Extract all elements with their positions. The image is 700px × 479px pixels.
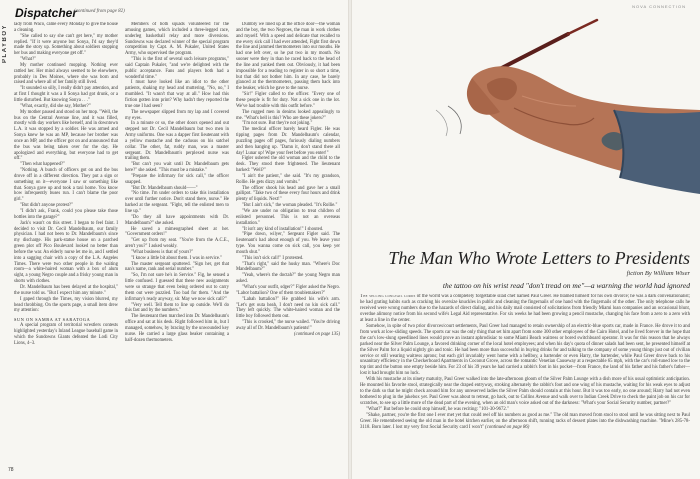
lead-paragraph [360,294,690,324]
paragraph: "Do they all have appointments with Dr. Mandelbaum?" she asked. [125,214,229,226]
left-page [0,0,348,479]
paragraph: The lieutenant then marched into Dr. Mandelbaum's office and sat at his desk. Right followed him in, but I managed, somehow, by bracing by the unwounded key nurse. He carried a large glass beaker containing a half-dozen thermometers. [125,314,229,343]
paragraph: "No time. I'm under orders to take this installation over until further notice. Don't stand there, nurse." He barked at the sergeant. "Fight, tell the enlisted men to line up." [125,191,229,214]
paragraph: "So, I'm not sure he's in Service." Fig, he sensed a little confused. I guessed that these new assignments were so strange that even being ordered out to carry them out were puzzled. Too bad for them. "And the infirmary's ready anyway, sir. May we now sick call?" [125,273,229,302]
illustration-hand-writing [352,12,700,224]
paragraph: Somehow, in spite of two prior divorces/court settlements, Paul Greer had managed to retain ownership of an electric-blue sports car, made in France. He drove it to and from work at low-sliding speeds. The sports car was the only thing that set him apart from some 300 other employees of the Cairo Hotel, and he lived forever in the hope that the car's low-slung speedlined lines would prove an instant aphrodisiac to some Miami Beach waitress or bored switchboard operator. It was for this reason that he always parked near the Silver Palm Lounge, a favored drinking corner of the local hotel employees; and when his day's quota of dinner salads had been sent, he presented himself at the Silver Palm for a liquid nightly gin and tonic. He had been more than successful in buying drinks for and talking to the company of some young things just out of civilian service or still wearing waitress aprons; but each girl invariably went home with a hellboy, a bartender or even Harry, the bartender, while Paul Greer drove back to his unsanitary efficiency in the Checkerboard Apartments in Coconut Grove, across the romantic Venetian Causeway at a respectable 65 mph, with the car's roll-tuned low to the top tint and the button one empty beside him. For 23 of his 39 years he had carried a rabbit's foot in his pocket—from France, the land of his father and his father's father—lost it had brought him no luck. [360,323,690,377]
paragraph: "But can't you wait until Dr. Mandelbaum gets here?" she asked. "This must be a mistake." [125,162,229,174]
paragraph: Dr. Mandelbaum has been delayed at the hospital," the nurse told us. "But I expect him any minute." [14,284,118,296]
text-column-2 [125,22,229,465]
paragraph: "Labah battalion?" He grabbed his wife's arm. "Let's get outa heah, I don't need no kin sick call." They left quickly. The white-haired woman and the little boy followed them out. [236,296,340,320]
paragraph: "I know a little bit about them. I was in service." [131,255,223,261]
paragraph: "It isn't any kind of installation!" I shouted. [242,226,324,232]
paragraph: "She called to say she can't get here," my mother replied. "If it were anyone but Sonya, I'd say they'd made the story up. Something about soldiers stopping her bus and making everyone get off." [14,33,118,57]
continued-on-note: (continued on page 135) [294,331,340,337]
paragraph: I gaped through the Times, my vision blurred, my head throbbing. On the sports page, a small item drew my attention: [14,296,118,314]
running-head: NOVA CONNECTION [632,4,686,9]
paragraph: "What?" But before he could stop himself, he was reciting: "101-30-9672." [366,407,509,413]
paragraph: In a minute or so, the other doors opened and out stepped not Dr. Cecil Mandelbaum but two men in Army uniforms. One was a dapper first lieutenant with a yellow mustache and the cadusus on his satchel collar. The other, fat, ruddy man, was a master sergeant. Dr. Mandelbaum's perplexed nurse was trailing them. [125,121,229,162]
paragraph: lady from Waco, came every Monday to give the house a cleaning. [14,22,118,33]
paragraph: "What?" [20,57,37,63]
lead-text: of the world was a completely forgettable silad chef named Paul Greer. He blamed himself for his own divorce; he was a dark convenationalist; he had grating habits such as cracking his oversize knuckles in public and cleaning the fingernails of one hand with the fingernails of the other. The only telephone calls he received were wrong numbers due to the hazards of direct dialing, and his daily mail consisted of solicitations from friendly Miami loan companies and an occasional blunt, overdue alimony notice from his second wife's Legal Aid representative. For six weeks he had been growing a pencil mustache, changing his face from a zero to a zero with at least a line in the center. [360,294,690,323]
paragraph: My mother paused and stood on her mop. "Well, the bus on the Central Avenue line, and it was filled, mostly with day workers like herself, and in downtown L.A. it was stopped by a soldier. He was armed and Sonya knew he was an MP, because her brother was once an MP, and the officer got on and announced that the bus was being taken over for the day. He apologized and everything, but everyone had to get off." [14,109,118,162]
paragraph: "Yeah, where's the doctah?" the young Negro man asked. [236,273,340,285]
paragraph: The rugged men in denims looked appealingly to me. "What's hell is this? Who are these jokers?" [236,109,340,121]
paragraph: The officer shook his head and gave her a small gallipot. "Take two of these every four hours and drink plenty of liquids. Next!" [236,185,340,203]
text-column-1 [14,22,118,465]
paragraph: "I didn't ask, Frank, could you please take those bottles into the garage?" [14,209,118,220]
lead-smallcaps: The selling longtail lords [360,294,416,299]
paragraph: With his mustache at its ninety maturity, Paul Greer walked into the late-afternoon gloom of the Silver Palm Lounge with a dish more of his usual optimistic anticipation. He mounted his favorite stool, strategically near the draped entryway, stroking alternately the rabbit's foot and one wing of his mustache, waiting for his weak eyes to adjust to the dark so that he might check around him for any unreserved ladies the Silver Palm should contain at this hour. But it was too early, no one around; Harry had not even bothered to plug in the jukebox yet. Paul Greer was about to retreat, go back, out to Collins Avenue and walk over to Indian Creek Drive to check the paint job on his car for scratches, to see up a little more of the dead part of the evening, when an old man's voice asked out of the darkness: "What's your Social Security number, partner?" [360,377,690,407]
paragraph: The medical officer barely heard Figler. He was tipping pages from Dr. Mandelbaum's calendar, puzzling pages off pages, furiously dialing numbers and then hanging up. "Damn it, don't stand there all day! Lunar up! Wipe your feet before you enter!" [236,127,340,156]
paragraph: He saved a mimeographed sheet at her. "Government orders!" [125,226,229,238]
writing-strokes [436,106,461,136]
story-body [360,294,690,466]
paragraph: "Pipe down, wilyer," Sergeant Figler said. The lieutenant's had about enough of you. We leave your type. You wanna come on sick call, you keep yer mouth shut." [236,232,340,255]
department-title: Dispatcher [15,6,78,20]
paragraph: "This is crooked," the nurse wailed. "You're driving away all of Dr. Mandelbaum's patients!" [236,320,340,331]
paragraph: The newspaper slipped from my lap and I covered my eyes. [125,109,229,121]
text-column-3 [236,22,340,465]
paragraph: The master sergeant sputtered. "Sign her, get that nan's name, rank and serial number." [125,261,229,273]
paragraph: "Very well. Tell them to line up outside. We'll do this fast and by the numbers." [125,302,229,314]
story-deck: the tattoo on his wrist read "don't tread on me"—a warning the world had ignored [442,281,690,290]
paragraph: My mother continued mopping. Nothing ever rattled her. Her mind always seemed to be elsewhere, probably in Des Moines, where she was born and raised and where all of her family still lived. [14,62,118,86]
paragraph: A special program of territorial wrestlers contests highlighted yesterday's Inland League baseball game in which the Sundowns Giants defeated the Lodi City Lions, 4–3. [14,323,118,346]
paragraph: "Nothing. A bunch of officers got on and the bus drove off in a different direction. They put a sign or something on it—everyone I saw or something like that. Sonya gave up and took a taxi home. You know how infrequently buses run. I can't blame the poor girl." [14,168,118,203]
paragraph: "But Dr. Mandelbaum should——" [131,185,198,191]
paragraph: "Then what happened?" [20,162,65,168]
paragraph: "That's right," said the husky man. "Where's Doc Mandelbaum?" [236,261,340,273]
paragraph: "We are under no obligation to treat children of enlisted personnel. This is not an overseas installation." [236,209,340,226]
paragraph: "It sounded so silly, I really didn't pay attention, and at first I thought it was a ll Sonya had got drunk, or a little disturbed. But knowing Sonya . . ." [14,86,118,103]
paragraph: "This is the first of several such leisure programs," said Captain Pukaler, "and we're delighted with the public acceptance. Fans and players both had a wonderful time." [125,57,229,80]
paragraph: "This isn't sick call!" I protested. [242,255,304,261]
paragraph: "But didn't anyone protest?" [20,203,73,209]
story-byline: fiction By William Wiser [626,270,690,277]
continued-on-note: (continued on page 86) [483,424,530,430]
paragraph: "What business is that of yours?" [131,249,194,255]
paragraph: "I ain't the patient," she said. "It's my grandson, Rollie. He gets dizzy and vomits." [236,173,340,185]
paragraph: "Get up from my seat. "You're from the A.C.E., aren't you?" I asked weakly. [125,238,229,250]
paragraph: "I'm not sure. But they're not joking." [242,121,313,127]
paragraph: I must have looked like an idiot to the other patients, shaking my head and muttering, "No, no," I mumbled. "It wasn't that way at all." How had this fiction gotten into print? Why hadn't they reported the true one I had seen? [125,80,229,109]
paragraph: "What's your outfit, sdger?" Figler asked the Negro. "Labor battalion? One of them troublemakers?" [236,284,340,296]
paragraph: Figler ushered the old woman and the child to the desk. They stood there frightened. The lieutenant barked: "Well?" [236,156,340,174]
page-number-left: 78 [8,467,14,473]
story-headline: The Man Who Wrote Letters to Presidents [388,248,690,268]
paragraph: "Shake, partner, you're the first one I ever met yet that could reel off his numbers as good as me." The old man moved from stool to stool until he was sitting next to Paul Greer. He remembered seeing the old man in the hotel kitchen earlier, on the afternoon shift, running racks of dessert plates into the dishwashing machine. "Mine's 285-78-3118. Born later. I lost my very first Social Security card I won't" (continued on page 86) [360,413,690,430]
paragraph: Members of both squads volunteered for the amusing games, which included a three-legged race, underleg basketball relay and more diversions. Sundowns was declared winner of the special program competition by Capt. A. M. Pukaler, United States Army, who supervised the program. [125,22,229,57]
paragraph: "Prepare the infirmary for sick call," the officer snapped. [125,173,229,185]
paragraph: "Sir!" Figler called to the officer. "Every one of these people is fit for duty. Not a sick one in the lot. We've had trouble with this outfit before." [236,92,340,109]
paragraph: "But I ain't sick," the woman pleaded. "It's Rollie." [242,203,338,209]
paragraph: Jack's wasn't on this street. I began to feel faint. I decided to visit Dr. Cecil Mandelbaum, our family physician. I had not been to Dr. Mandelbaum's since my discharge. His park-statue house on a parched green plot off Pico Boulevard looked no better than before the war. An elderly nurse let me in, and I settled into a sagging chair with a copy of the L.A. Angeles Times. There were two other people in the waiting room—a white-haired woman with a box of alum sight, a young Negro couple and a frisky young man in shorts with clothes. [14,220,118,285]
continued-from-note: (continued from page 82) [74,9,125,14]
shirt-cuff-icon [614,110,700,194]
news-item-subhead: SUN ON SAMBA AT SARATOGA [14,317,91,323]
paragraph: "What, exactly, did she say, Mother?" [20,103,91,109]
magazine-name-vertical: PLAYBOY [2,24,8,63]
paragraph: Dumbly we lined up at the office door—the woman and the boy, the two Negroes, the man in work clothes and myself. With a speed and delicate that recalled to me every sick call I had ever attended, Fight first down the line and jammed thermometers into our mouths. He had one left over, so he put two in my mouth. No sooner were they in than he raced back to the head of the line and yanked them out. Obviously, it had been impossible for a reading to register in so short a time, but that did not bother him. In any case, he barely glanced at the thermometers, passing them back into the beaker, which he gave to the nurse. [236,22,340,92]
